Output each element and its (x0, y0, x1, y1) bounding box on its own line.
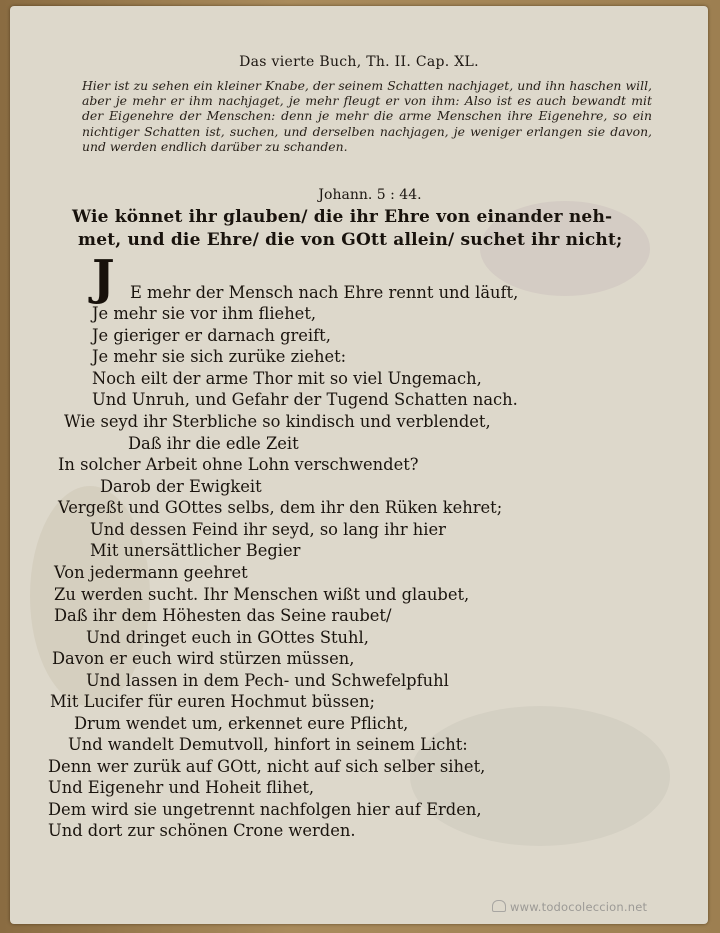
poem-line: Drum wendet um, erkennet eure Pflicht, (74, 714, 409, 733)
poem-line: Je mehr sie vor ihm fliehet, (92, 304, 317, 323)
poem-line: Noch eilt der arme Thor mit so viel Ungemach, (92, 369, 482, 388)
verse-line: met, und die Ehre/ die von GOtt allein/ suchet ihr nicht; (78, 230, 623, 250)
poem-line: E mehr der Mensch nach Ehre rennt und läuft, (130, 283, 519, 302)
site-watermark (492, 900, 647, 914)
poem-line: Darob der Ewigkeit (100, 477, 262, 496)
poem-line: Und lassen in dem Pech- und Schwefelpfuhl (86, 671, 449, 690)
poem-line: Und dort zur schönen Crone werden. (48, 821, 356, 840)
poem-line: In solcher Arbeit ohne Lohn verschwendet? (58, 455, 419, 474)
poem-line: Davon er euch wird stürzen müssen, (52, 649, 355, 668)
poem-line: Denn wer zurük auf GOtt, nicht auf sich selber sihet, (48, 757, 486, 776)
bible-reference: Johann. 5 : 44. (318, 187, 422, 203)
poem-line: Daß ihr die edle Zeit (128, 434, 299, 453)
watermark-text: www.todocoleccion.net (510, 900, 648, 914)
printed-page (10, 6, 708, 924)
poem-line: Von jedermann geehret (54, 563, 248, 582)
drop-cap: J (92, 250, 115, 306)
poem-line: Mit unersättlicher Begier (90, 541, 301, 560)
verse-quote (72, 206, 652, 252)
poem-line: Und wandelt Demutvoll, hinfort in seinem Licht: (68, 735, 468, 754)
poem-line: Je gieriger er darnach greift, (92, 326, 331, 345)
poem-line: Zu werden sucht. Ihr Menschen wißt und glaubet, (54, 585, 470, 604)
poem-line: Dem wird sie ungetrennt nachfolgen hier auf Erden, (48, 800, 482, 819)
verse-line: Wie könnet ihr glauben/ die ihr Ehre von einander neh- (72, 207, 613, 227)
poem-line: Und dessen Feind ihr seyd, so lang ihr hier (90, 520, 446, 539)
poem-line: Und Unruh, und Gefahr der Tugend Schatten nach. (92, 390, 518, 409)
poem-line: Je mehr sie sich zurüke ziehet: (92, 347, 347, 366)
page-header: Das vierte Buch, Th. II. Cap. XL. (239, 54, 479, 70)
poem-line: Daß ihr dem Höhesten das Seine raubet/ (54, 606, 392, 625)
intro-paragraph: Hier ist zu sehen ein kleiner Knabe, der seinem Schatten nachjaget, und ihn haschen will, aber je mehr er ihm nachjaget, je mehr fleugt er von ihm: Also ist es auch bewandt mit der Eigenehre der Menschen: denn je mehr die arme Menschen ihre Eigenehre, so ein nichtiger Schatten ist, suchen, und derselben nachjagen, je weniger erlangen sie davon, und werden endlich darüber zu schanden. (82, 78, 652, 154)
poem-line: Vergeßt und GOttes selbs, dem ihr den Rüken kehret; (58, 498, 503, 517)
poem-line: Und Eigenehr und Hoheit flihet, (48, 778, 315, 797)
poem-line: Wie seyd ihr Sterbliche so kindisch und verblendet, (64, 412, 491, 431)
poem-line: Mit Lucifer für euren Hochmut büssen; (50, 692, 375, 711)
watermark-logo-icon (492, 900, 506, 912)
poem-line: Und dringet euch in GOttes Stuhl, (86, 628, 369, 647)
